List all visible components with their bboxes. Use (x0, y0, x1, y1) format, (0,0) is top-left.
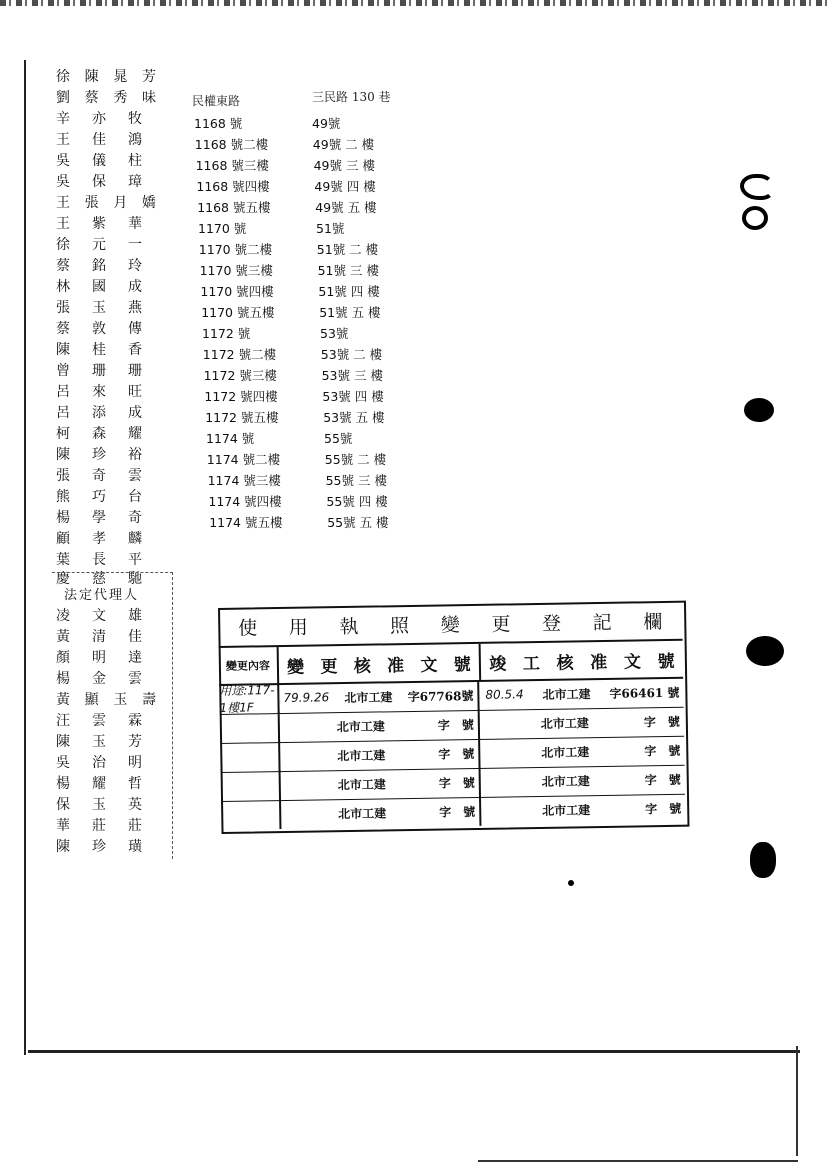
name-character: 芳 (128, 734, 142, 750)
name-character: 莊 (128, 818, 142, 834)
done-num: 字 號 (645, 801, 682, 816)
name-character: 楊 (56, 776, 70, 792)
frame-right-edge (796, 1046, 798, 1156)
address-entry: 51號 三 樓 (317, 263, 379, 278)
address-entry: 1168 號三樓 (195, 158, 269, 173)
name-character: 香 (128, 342, 142, 358)
address-entry: 49號 二 樓 (312, 137, 375, 152)
owner-name (56, 528, 142, 548)
change-date: 79.9.26 (283, 690, 330, 705)
name-character: 儀 (92, 153, 106, 169)
name-character: 牧 (128, 111, 142, 127)
done-num: 字 號 (644, 743, 681, 758)
change-content-cell (221, 770, 281, 801)
binder-hole-mark (744, 398, 774, 422)
name-character: 張 (56, 468, 70, 484)
name-character: 鴻 (128, 132, 142, 148)
completion-approval-cell (481, 677, 683, 710)
owner-name (56, 171, 142, 191)
header-character: 核 (556, 652, 574, 674)
address-column-1-header: 民權東路 (192, 94, 241, 108)
representative-bracket (52, 572, 173, 859)
name-character: 吳 (56, 755, 70, 771)
header-completion-approval-number (481, 641, 684, 680)
name-character: 顯 (84, 692, 99, 708)
name-character: 吳 (56, 174, 70, 190)
change-prefix: 北市工建 (337, 776, 386, 792)
owner-name (56, 297, 142, 317)
address-entry: 1174 號二樓 (206, 452, 281, 467)
name-character: 哲 (128, 776, 142, 792)
change-prefix: 北市工建 (337, 747, 386, 763)
name-character: 劉 (56, 90, 70, 106)
owner-name (56, 507, 142, 527)
name-character: 桂 (92, 342, 106, 358)
name-character: 添 (92, 405, 106, 421)
name-character: 明 (128, 755, 142, 771)
address-entry: 1168 號四樓 (196, 179, 270, 194)
name-character: 雄 (128, 608, 142, 624)
owner-name (56, 66, 156, 86)
header-character: 准 (590, 652, 608, 673)
address-entry: 1170 號三樓 (199, 263, 273, 278)
scan-top-edge (0, 0, 832, 6)
name-character: 國 (92, 279, 106, 295)
name-character: 敦 (92, 321, 106, 337)
name-character: 台 (128, 489, 142, 505)
title-character: 使 (237, 616, 258, 640)
name-character: 耀 (128, 426, 142, 442)
name-character: 陳 (56, 447, 70, 463)
change-num: 字 號 (438, 746, 475, 762)
address-entry: 1170 號四樓 (200, 284, 274, 299)
change-approval-cell (280, 738, 480, 771)
name-character: 顏 (56, 650, 70, 666)
address-entry: 53號 (320, 326, 349, 341)
address-entry: 1174 號五樓 (209, 515, 283, 530)
name-character: 曾 (56, 363, 70, 379)
change-content-cell (221, 799, 281, 830)
name-character: 玉 (113, 692, 128, 708)
representative-label: 法定代理人 (64, 588, 140, 603)
name-character: 平 (128, 552, 142, 568)
owner-name (56, 234, 142, 254)
name-character: 芳 (141, 69, 156, 85)
address-entry: 53號 二 樓 (320, 347, 383, 362)
name-character: 保 (56, 797, 70, 813)
address-entry: 51號 四 樓 (318, 284, 380, 299)
address-entry: 53號 四 樓 (322, 389, 384, 404)
header-change-approval-number (279, 644, 482, 683)
owner-name (56, 339, 142, 359)
change-num: 字 號 (437, 717, 474, 733)
name-character: 珊 (128, 363, 142, 379)
address-entry: 55號 二 樓 (324, 452, 387, 467)
name-character: 蔡 (84, 90, 99, 106)
name-character: 紫 (92, 216, 106, 232)
header-character: 文 (420, 655, 438, 676)
change-approval-cell (279, 680, 479, 713)
header-character: 文 (623, 651, 642, 673)
name-character: 晁 (113, 69, 128, 85)
owner-name (56, 87, 156, 107)
change-approval-cell (281, 796, 481, 829)
owner-name (56, 276, 142, 296)
name-character: 徐 (56, 237, 70, 253)
name-character: 陳 (56, 839, 70, 855)
address-entry: 55號 (324, 431, 353, 446)
header-character: 變 (286, 657, 305, 678)
name-character: 呂 (56, 405, 70, 421)
address-entry: 53號 五 樓 (323, 410, 385, 425)
address-entry: 1168 號二樓 (194, 137, 269, 152)
name-character: 徐 (56, 69, 70, 85)
address-entry: 49號 (312, 116, 341, 131)
name-character: 張 (56, 300, 70, 316)
address-entry: 1170 號二樓 (198, 242, 273, 257)
completion-approval-cell (483, 793, 685, 826)
header-character: 更 (320, 656, 338, 677)
name-character: 嬌 (141, 195, 156, 211)
name-character: 成 (128, 279, 142, 295)
title-character: 欄 (643, 610, 663, 633)
name-character: 雲 (92, 713, 106, 729)
done-num: 字66461 號 (609, 685, 680, 701)
name-character: 柯 (56, 426, 70, 442)
name-character: 慶 (56, 571, 70, 587)
frame-bottom-edge (28, 1050, 800, 1053)
done-prefix: 北市工建 (542, 802, 591, 818)
name-character: 熊 (56, 489, 70, 505)
frame-left-edge (24, 60, 32, 1055)
address-entry: 53號 三 樓 (321, 368, 383, 383)
binder-hole-mark (740, 174, 774, 200)
name-character: 陳 (56, 342, 70, 358)
binder-hole-mark (750, 842, 776, 878)
owner-name (56, 486, 142, 506)
address-entry: 55號 四 樓 (326, 494, 388, 509)
name-character: 治 (92, 755, 106, 771)
done-prefix: 北市工建 (541, 773, 590, 789)
name-character: 森 (92, 426, 106, 442)
use-permit-change-register-table (218, 601, 687, 832)
done-prefix: 北市工建 (540, 715, 589, 731)
name-character: 來 (92, 384, 106, 400)
name-character: 王 (56, 216, 70, 232)
title-character: 執 (339, 615, 359, 638)
address-entry: 1174 號三樓 (207, 473, 281, 488)
completion-approval-cell (482, 735, 684, 768)
completion-approval-cell (482, 706, 684, 739)
name-character: 呂 (56, 384, 70, 400)
address-column-2-header: 三民路 130 巷 (312, 90, 391, 104)
name-character: 吳 (56, 153, 70, 169)
name-character: 長 (92, 552, 106, 568)
name-character: 麟 (128, 531, 142, 547)
address-entry: 1168 號 (194, 116, 243, 131)
name-character: 王 (56, 132, 70, 148)
address-entry: 55號 三 樓 (325, 473, 387, 488)
name-character: 華 (56, 818, 70, 834)
done-num: 字 號 (643, 714, 680, 729)
change-prefix: 北市工建 (338, 805, 387, 821)
name-character: 月 (113, 195, 128, 211)
name-character: 珍 (92, 447, 106, 463)
change-num: 字 號 (439, 804, 476, 820)
header-character: 竣 (489, 653, 507, 675)
header-character: 核 (353, 656, 371, 677)
name-character: 成 (128, 405, 142, 421)
owner-name (56, 360, 142, 380)
name-character: 辛 (56, 111, 70, 127)
name-character: 汪 (56, 713, 70, 729)
name-character: 慈 (92, 571, 106, 587)
address-entry: 49號 三 樓 (313, 158, 375, 173)
title-character: 用 (288, 616, 308, 639)
name-character: 達 (128, 650, 142, 666)
name-character: 巧 (92, 489, 106, 505)
name-character: 奇 (128, 510, 142, 526)
address-entry: 49號 五 樓 (315, 200, 377, 215)
name-character: 明 (92, 650, 106, 666)
name-character: 莊 (92, 818, 106, 834)
owner-name (56, 381, 142, 401)
owner-name (56, 423, 142, 443)
name-character: 壽 (141, 692, 156, 708)
address-entry: 51號 (316, 221, 345, 236)
change-content-cell (220, 712, 280, 743)
name-character: 耀 (92, 776, 106, 792)
address-entry: 1174 號四樓 (208, 494, 282, 509)
title-character: 變 (440, 613, 460, 637)
name-character: 張 (84, 195, 99, 211)
name-character: 燕 (128, 300, 142, 316)
name-character: 孝 (92, 531, 106, 547)
name-character: 奇 (92, 468, 106, 484)
address-entry: 49號 四 樓 (314, 179, 376, 194)
name-character: 霖 (128, 713, 142, 729)
change-num: 字67768號 (407, 688, 474, 704)
change-num: 字 號 (438, 775, 475, 791)
owner-name (56, 444, 142, 464)
name-character: 楊 (56, 510, 70, 526)
name-character: 雲 (128, 671, 142, 687)
address-entry: 1170 號 (198, 221, 247, 236)
header-change-content: 變更內容 (219, 647, 280, 684)
change-approval-cell (281, 767, 481, 800)
name-character: 陳 (84, 69, 99, 85)
owner-name (56, 255, 142, 275)
address-entry: 1172 號四樓 (204, 389, 278, 404)
name-character: 傳 (128, 321, 142, 337)
completion-approval-cell (483, 764, 685, 797)
name-character: 英 (128, 797, 142, 813)
change-approval-cell (280, 709, 480, 742)
owner-name (56, 150, 142, 170)
name-character: 顧 (56, 531, 70, 547)
name-character: 珊 (92, 363, 106, 379)
name-character: 黃 (56, 629, 70, 645)
name-character: 雲 (128, 468, 142, 484)
name-character: 玉 (92, 734, 106, 750)
name-character: 學 (92, 510, 106, 526)
name-character: 林 (56, 279, 70, 295)
name-character: 玲 (128, 258, 142, 274)
name-character: 璋 (128, 174, 142, 190)
change-content-cell (219, 683, 279, 714)
owner-name (56, 318, 142, 338)
name-character: 璜 (128, 839, 142, 855)
name-character: 文 (92, 608, 106, 624)
name-character: 清 (92, 629, 106, 645)
header-character: 工 (522, 653, 541, 674)
address-entry: 1172 號三樓 (203, 368, 277, 383)
change-prefix: 北市工建 (336, 718, 385, 734)
name-character: 玉 (92, 300, 106, 316)
binder-hole-mark (746, 636, 784, 666)
name-character: 金 (92, 671, 106, 687)
name-character: 蔡 (56, 258, 70, 274)
binder-hole-mark (742, 206, 768, 230)
name-character: 陳 (56, 734, 70, 750)
name-character: 保 (92, 174, 106, 190)
address-entry: 55號 五 樓 (327, 515, 389, 530)
name-character: 黃 (56, 692, 70, 708)
frame-bottom-edge-2 (478, 1160, 798, 1162)
address-entry: 51號 五 樓 (319, 305, 381, 320)
name-character: 旺 (128, 384, 142, 400)
title-character: 登 (541, 612, 562, 635)
title-character: 照 (389, 614, 410, 637)
done-date: 80.5.4 (485, 687, 524, 702)
address-entry: 1170 號五樓 (201, 305, 275, 320)
name-character: 葉 (56, 552, 70, 568)
address-entry: 1172 號二樓 (202, 347, 277, 362)
name-character: 柱 (128, 153, 142, 169)
owner-name (56, 549, 142, 569)
name-character: 楊 (56, 671, 70, 687)
owner-name (56, 129, 142, 149)
header-character: 號 (657, 651, 675, 672)
change-content-cell (220, 741, 280, 772)
done-num: 字 號 (644, 772, 681, 787)
name-character: 味 (141, 90, 156, 106)
scan-speck (568, 880, 574, 886)
name-character: 華 (128, 216, 142, 232)
owner-name (56, 213, 142, 233)
name-character: 秀 (113, 90, 128, 106)
name-character: 蔡 (56, 321, 70, 337)
address-entry: 1174 號 (206, 431, 255, 446)
address-entry: 1172 號五樓 (205, 410, 279, 425)
name-character: 裕 (128, 447, 142, 463)
name-character: 玉 (92, 797, 106, 813)
name-character: 珍 (92, 839, 106, 855)
address-entry: 1168 號五樓 (197, 200, 271, 215)
name-character: 王 (56, 195, 70, 211)
done-prefix: 北市工建 (541, 744, 590, 760)
name-character: 馳 (128, 571, 142, 587)
address-entry: 1172 號 (202, 326, 251, 341)
change-prefix: 北市工建 (344, 689, 393, 705)
name-character: 凌 (56, 608, 70, 624)
name-character: 亦 (92, 111, 106, 127)
header-character: 號 (453, 654, 471, 675)
address-entry: 51號 二 樓 (316, 242, 379, 257)
name-character: 佳 (92, 132, 106, 148)
owner-name (56, 402, 142, 422)
owner-name (56, 465, 142, 485)
title-character: 更 (491, 612, 511, 636)
done-prefix: 北市工建 (542, 686, 591, 702)
owner-name (56, 108, 142, 128)
owner-name (56, 192, 156, 212)
name-character: 一 (128, 237, 142, 253)
name-character: 元 (92, 237, 106, 253)
title-character: 記 (592, 611, 612, 634)
name-character: 佳 (128, 629, 142, 645)
content: 用途:117-1樓1F (219, 683, 275, 715)
header-character: 准 (386, 655, 405, 676)
name-character: 銘 (92, 258, 106, 274)
